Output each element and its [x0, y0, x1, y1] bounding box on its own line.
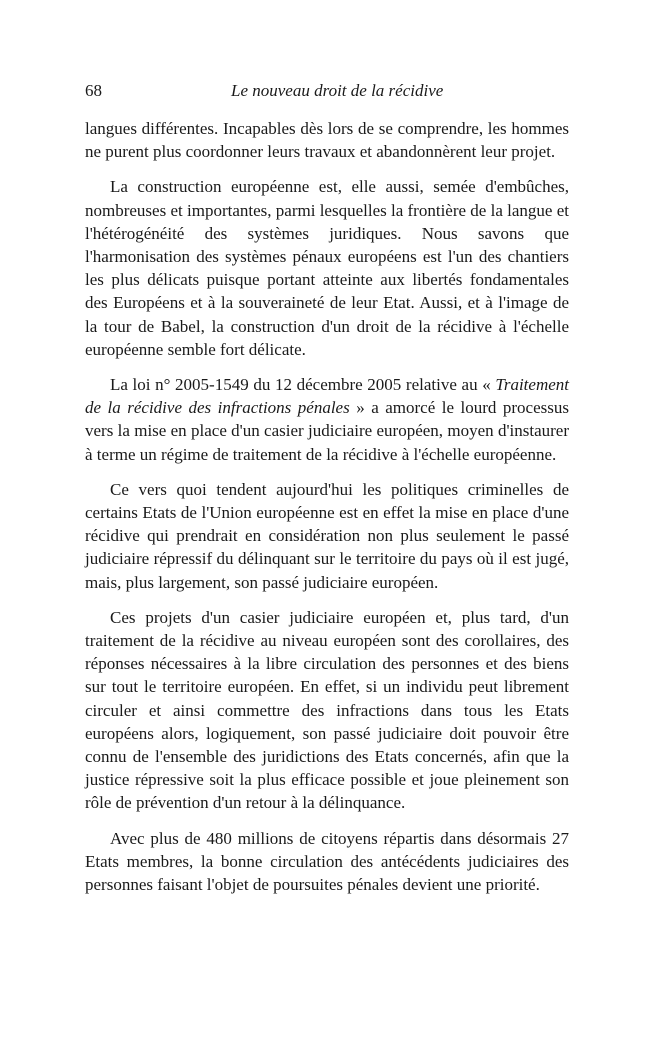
body-text — [85, 117, 569, 896]
paragraph-law-reference — [85, 373, 569, 466]
paragraph: Avec plus de 480 millions de citoyens répartis dans désormais 27 Etats membres, la bonne circulation des antécédents judiciaires des personnes faisant l'objet de poursuites pénales devient une priorité. — [85, 828, 569, 895]
paragraph-text-after: » a amorcé le lourd processus vers la mise en place d'un casier judiciaire européen, moyen d'instaurer à terme un régime de traitement de la récidive à l'échelle européenne. — [85, 398, 569, 464]
page-number: 68 — [85, 81, 102, 100]
running-title: Le nouveau droit de la récidive — [231, 81, 444, 100]
paragraph-text-before: La loi n° 2005-1549 du 12 décembre 2005 relative au « — [110, 375, 496, 395]
paragraph: La construction européenne est, elle aussi, semée d'embûches, nombreuses et importantes, parmi lesquelles la frontière de la langue et l'hétérogénéité des systèmes juridiques. Nous savons que l'harmonisation des systèmes pénaux européens est l'un des chantiers les plus délicats puisque portant atteinte aux libertés fondamentales des Européens et à la souveraineté de leur Etat. Aussi, et à l'image de la tour de Babel, la construction d'un droit de la récidive à l'échelle européenne semble fort délicate. — [85, 177, 569, 359]
paragraph-continuation: langues différentes. Incapables dès lors de se comprendre, les hommes ne purent plus coordonner leurs travaux et abandonnèrent leur projet. — [85, 119, 569, 162]
paragraph: Ce vers quoi tendent aujourd'hui les politiques criminelles de certains Etats de l'Union européenne est en effet la mise en place d'une récidive qui prendrait en considération non plus seulement le passé judiciaire répressif du délinquant sur le territoire du pays où il est jugé, mais, plus largement, son passé judiciaire européen. — [85, 479, 569, 592]
law-title-italic: Traitement de la récidive des infractions pénales — [85, 375, 569, 418]
paragraph: Ces projets d'un casier judiciaire européen et, plus tard, d'un traitement de la récidive au niveau européen sont des corollaires, des réponses nécessaires à la libre circulation des personnes et des biens sur tout le territoire européen. En effet, si un individu peut librement circuler et ainsi commettre des infractions dans tous les Etats européens alors, logiquement, son passé judiciaire doit pouvoir être connu de l'ensemble des juridictions des Etats concernés, afin que la justice répressive soit la plus efficace possible et joue pleinement son rôle de prévention d'un retour à la délinquance. — [85, 607, 569, 813]
book-page — [85, 78, 569, 896]
page-header — [85, 78, 569, 104]
